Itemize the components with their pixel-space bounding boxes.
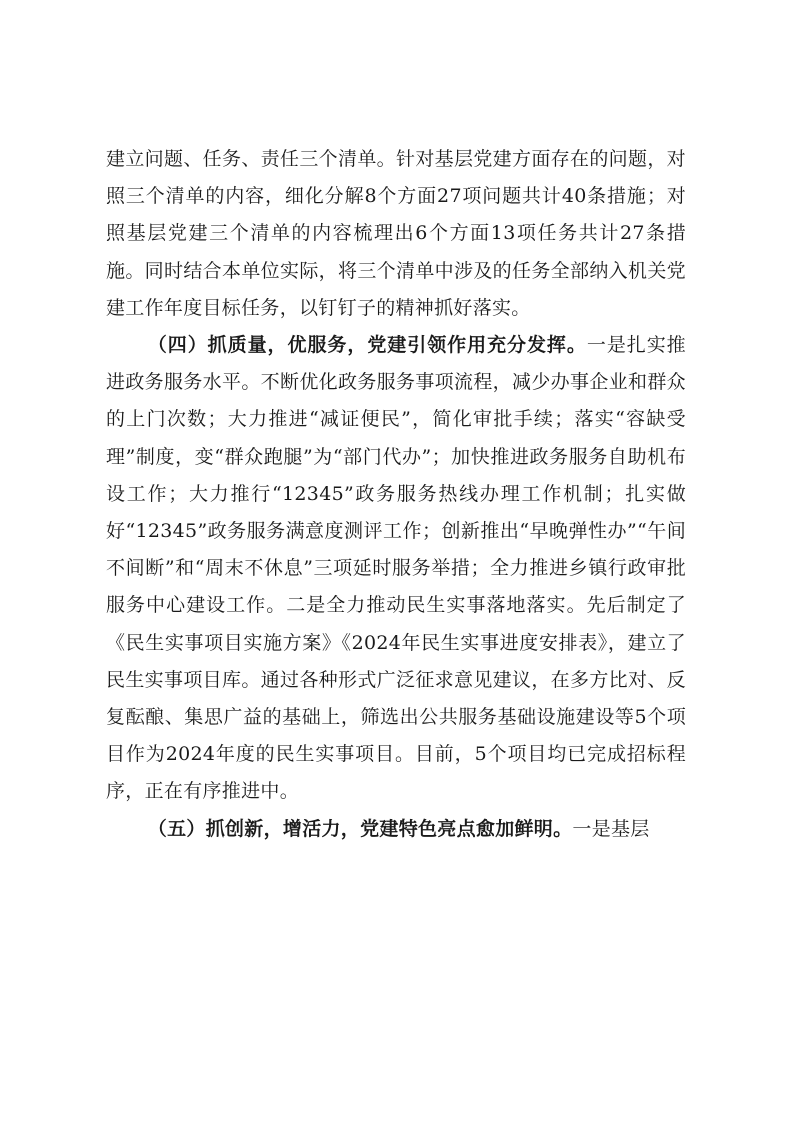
section-heading: （五）抓创新，增活力，党建特色亮点愈加鲜明。 xyxy=(147,817,573,840)
document-body xyxy=(106,141,686,848)
section-heading: （四）抓质量，优服务，党建引领作用充分发挥。 xyxy=(147,334,587,357)
paragraph-section-four xyxy=(106,327,686,811)
paragraph-continuation xyxy=(106,141,686,327)
paragraph-text: 一是扎实推进政务服务水平。不断优化政务服务事项流程，减少办事企业和群众的上门次数；大力推进“减证便民”，简化审批手续；落实“容缺受理”制度，变“群众跑腿”为“部门代办”；加快推进政务服务自助机布设工作；大力推行“12345”政务服务热线办理工作机制；扎实做好“12345”政务服务满意度测评工作；创新推出“早晚弹性办”“午间不间断”和“周末不休息”三项延时服务举措；全力推进乡镇行政审批服务中心建设工作。二是全力推动民生实事落地落实。先后制定了《民生实事项目实施方案》《2024年民生实事进度安排表》，建立了民生实事项目库。通过各种形式广泛征求意见建议，在多方比对、反复酝酿、集思广益的基础上，筛选出公共服务基础设施建设等5个项目作为2024年度的民生实事项目。目前，5个项目均已完成招标程序，正在有序推进中。 xyxy=(106,334,686,803)
paragraph-text: 建立问题、任务、责任三个清单。针对基层党建方面存在的问题，对照三个清单的内容，细化分解8个方面27项问题共计40条措施；对照基层党建三个清单的内容梳理出6个方面13项任务共计27条措施。同时结合本单位实际，将三个清单中涉及的任务全部纳入机关党建工作年度目标任务，以钉钉子的精神抓好落实。 xyxy=(106,148,686,319)
paragraph-section-five xyxy=(106,811,686,848)
paragraph-text: 一是基层 xyxy=(572,817,650,840)
